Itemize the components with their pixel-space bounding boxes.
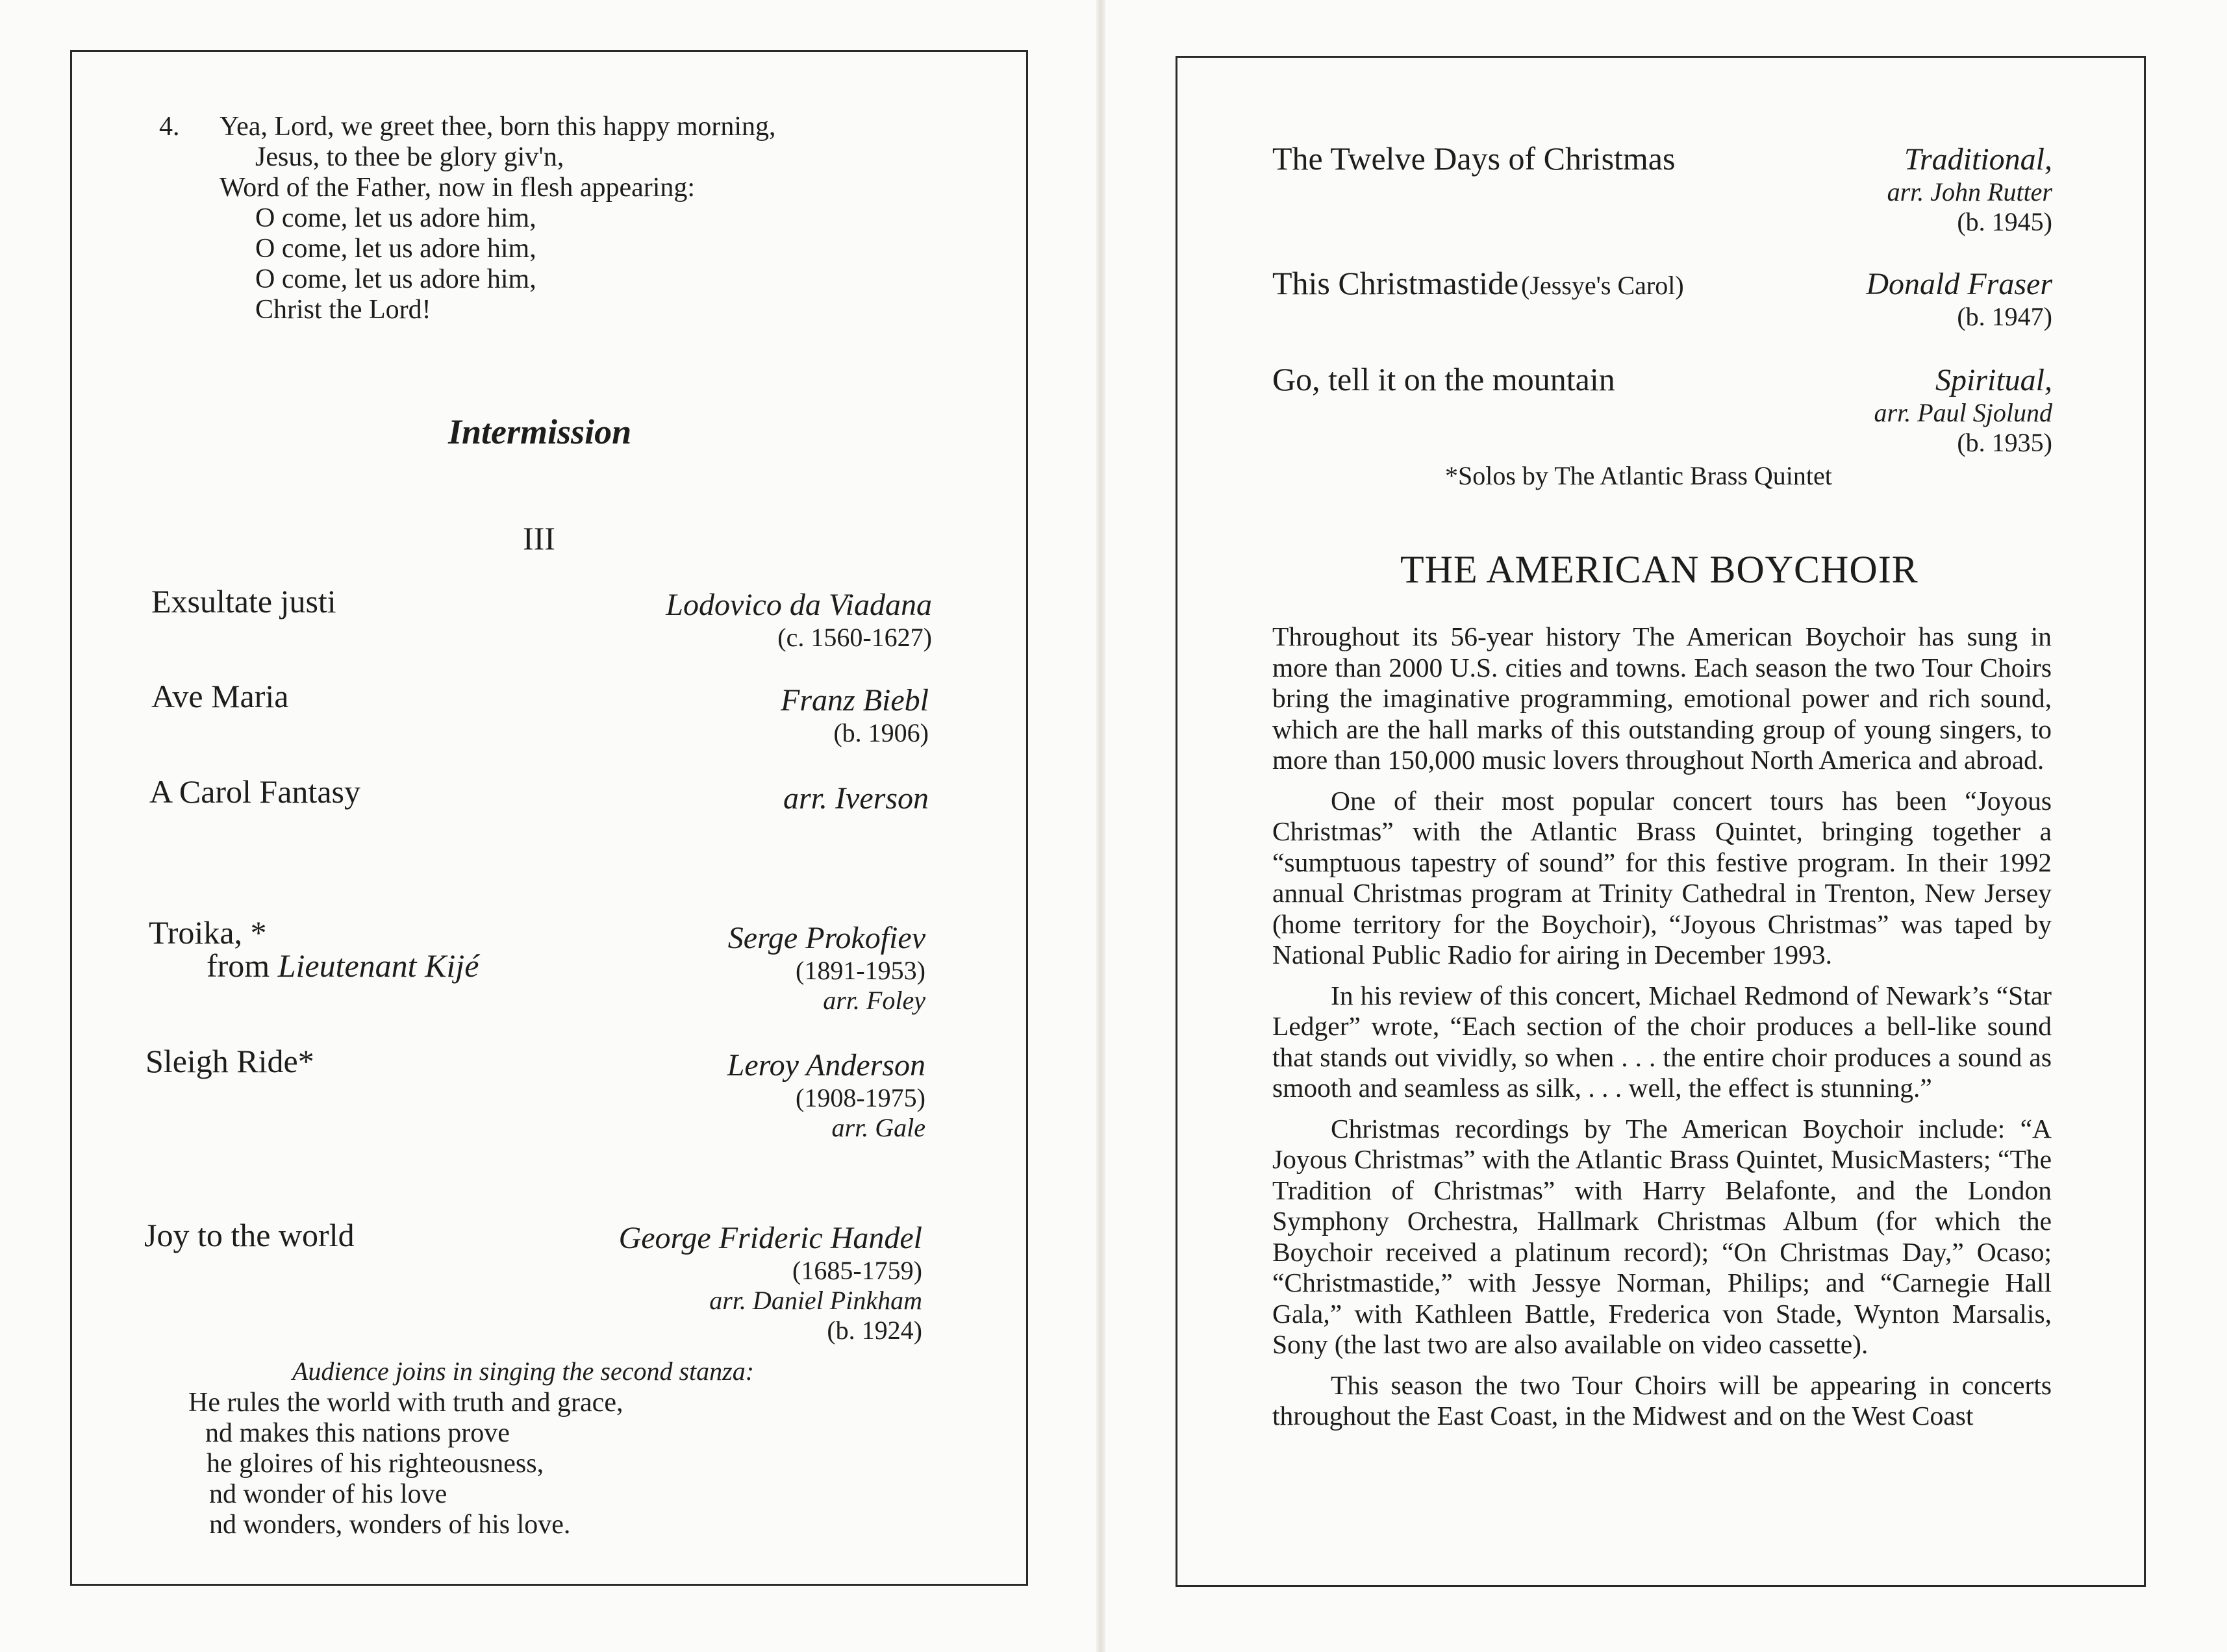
composer-dates: (b. 1945) — [1957, 207, 2052, 236]
piece-credit — [1754, 267, 2052, 332]
page-fold — [1096, 0, 1105, 1652]
piece-credit — [585, 588, 932, 653]
piece-title: Troika, * — [149, 914, 267, 951]
piece-title: Exsultate justi — [151, 583, 336, 620]
piece-title: Sleigh Ride* — [145, 1043, 314, 1079]
arranger: arr. Paul Sjolund — [1874, 398, 2052, 427]
arranger: arr. John Rutter — [1887, 177, 2052, 206]
subtitle-prefix: from — [207, 947, 270, 984]
piece-subtitle: (Jessye's Carol) — [1521, 271, 1684, 300]
hymn-line: O come, let us adore him, — [255, 264, 536, 294]
hymn-line: Word of the Father, now in flesh appearing: — [220, 173, 696, 203]
composer-dates: (1891-1953) — [796, 956, 925, 985]
composer-dates: (b. 1935) — [1957, 428, 2052, 457]
section-number: III — [523, 520, 555, 557]
composer-dates: (1908-1975) — [796, 1083, 925, 1112]
subtitle-work: Lieutenant Kijé — [277, 947, 479, 984]
piece-title: Ave Maria — [151, 678, 289, 714]
composer: Traditional, — [1904, 142, 2052, 177]
composer: Donald Fraser — [1866, 267, 2052, 301]
bio-paragraph: One of their most popular concert tours has been “Joyous Christmas” with the Atlantic Brass Quintet, bringing together a “sumptuous tapestry of sound” for this festive program. In their 1992 annual Christmas program at Trinity Cathedral in Trenton, New Jersey (home territory for the Boychoir), “Joyous Christmas” was taped by National Public Radio for airing in December 1993. — [1272, 785, 2052, 970]
stanza-line: nd makes this nations prove — [205, 1418, 510, 1448]
piece-title: The Twelve Days of Christmas — [1272, 140, 1676, 177]
piece-subtitle — [207, 947, 479, 984]
piece-title-line — [1272, 264, 1684, 302]
arranger-dates: (b. 1924) — [827, 1316, 922, 1345]
audience-note: Audience joins in singing the second stanza: — [292, 1357, 755, 1386]
composer-dates: (b. 1906) — [833, 718, 929, 747]
section-heading: THE AMERICAN BOYCHOIR — [1400, 548, 1919, 591]
composer-dates: (c. 1560-1627) — [777, 623, 932, 652]
composer: Franz Biebl — [781, 683, 929, 718]
composer-dates: (1685-1759) — [792, 1256, 922, 1285]
composer: Serge Prokofiev — [727, 921, 925, 955]
bio-paragraph: Christmas recordings by The American Boychoir include: “A Joyous Christmas” with the Atlantic Brass Quintet, MusicMasters; “The Tradition of Christmas” with Harry Belafonte, and the London Symphony Orchestra, Hallmark Christmas Album (for which the Boychoir received a platinum record); “On Christmas Day,” Ocaso; “Christmastide,” with Jessye Norman, Philips; and “Carnegie Hall Gala,” with Kathleen Battle, Frederica von Stade, Wynton Marsalis, Sony (the last two are also available on video cassette). — [1272, 1113, 2052, 1359]
audience-stanza — [188, 1388, 623, 1540]
hymn-line: Christ the Lord! — [255, 295, 431, 325]
bio-paragraph: This season the two Tour Choirs will be appearing in concerts throughout the East Coast, in the Midwest and on the West Coast — [1272, 1370, 2052, 1431]
piece-credit — [559, 1221, 922, 1345]
stanza-line: He rules the world with truth and grace, — [188, 1388, 623, 1418]
piece-title: This Christmastide — [1272, 265, 1519, 301]
composer-dates: (b. 1947) — [1957, 302, 2052, 331]
hymn-line: O come, let us adore him, — [255, 203, 536, 233]
composer: George Frideric Handel — [618, 1221, 922, 1255]
intermission-heading: Intermission — [448, 412, 632, 451]
boychoir-biography — [1272, 621, 2052, 1442]
piece-credit — [585, 1048, 925, 1143]
arranger: arr. Gale — [831, 1113, 925, 1142]
solos-note: *Solos by The Atlantic Brass Quintet — [1445, 461, 1832, 490]
piece-credit — [585, 683, 929, 748]
piece-title: A Carol Fantasy — [149, 773, 360, 810]
arranger: arr. Foley — [823, 986, 925, 1015]
stanza-number: 4. — [159, 112, 180, 142]
bio-paragraph: Throughout its 56-year history The American Boychoir has sung in more than 2000 U.S. cities and towns. Each season the two Tour Choirs bring the imaginative programming, emotional power and rich sound, which are the hall marks of this outstanding group of young singers, to more than 150,000 music lovers throughout North America and abroad. — [1272, 621, 2052, 775]
piece-title: Joy to the world — [144, 1217, 355, 1253]
composer: Leroy Anderson — [727, 1048, 925, 1083]
stanza-line: nd wonder of his love — [209, 1479, 447, 1509]
bio-paragraph: In his review of this concert, Michael Redmond of Newark’s “Star Ledger” wrote, “Each section of the choir produces a bell-like sound that stands out vividly, so when . . . the entire choir produces a sound as smooth and seamless as silk, . . . well, the effect is stunning.” — [1272, 980, 2052, 1103]
piece-credit — [585, 921, 925, 1016]
piece-credit — [1754, 363, 2052, 458]
stanza-line: he gloires of his righteousness, — [207, 1449, 544, 1479]
hymn-line: O come, let us adore him, — [255, 234, 536, 264]
composer: Spiritual, — [1935, 363, 2052, 397]
arranger: arr. Daniel Pinkham — [709, 1286, 922, 1315]
arranger: arr. Iverson — [783, 781, 929, 816]
piece-title: Go, tell it on the mountain — [1272, 361, 1615, 397]
hymn-line: Jesus, to thee be glory giv'n, — [255, 142, 564, 172]
stanza-line: nd wonders, wonders of his love. — [209, 1510, 571, 1540]
piece-credit — [1754, 142, 2052, 237]
hymn-line: Yea, Lord, we greet thee, born this happy morning, — [220, 112, 776, 142]
composer: Lodovico da Viadana — [666, 588, 932, 622]
